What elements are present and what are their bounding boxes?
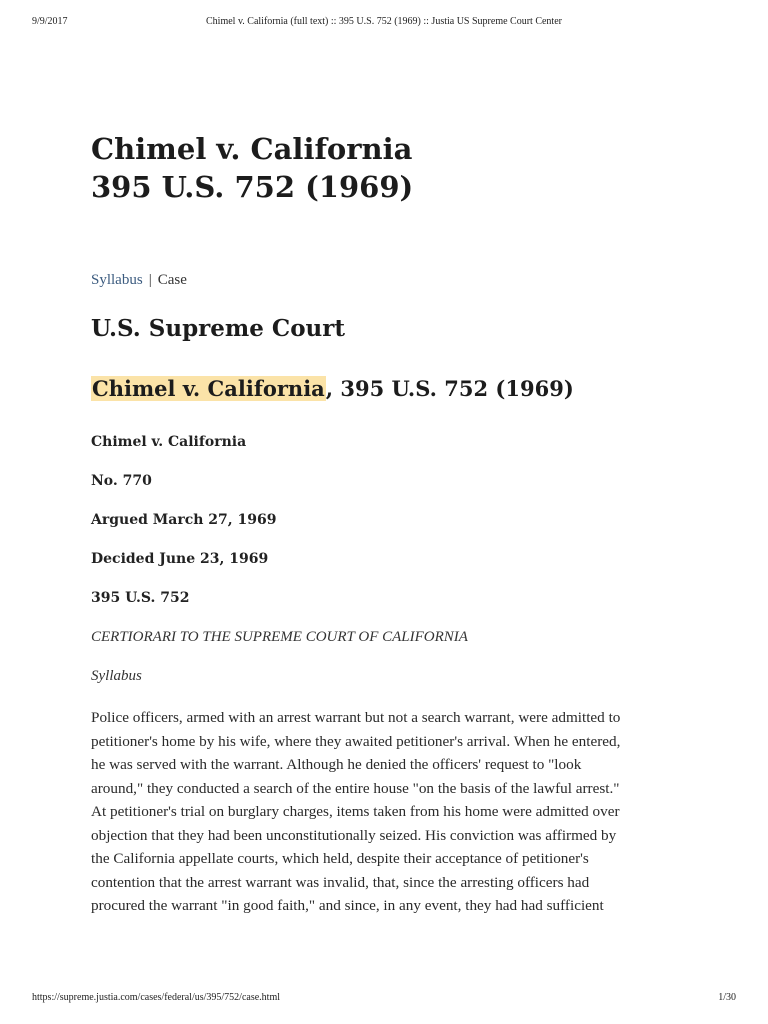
tab-syllabus[interactable]: Syllabus: [91, 272, 143, 288]
tab-separator: |: [148, 272, 152, 288]
tab-case[interactable]: Case: [157, 272, 187, 288]
citation: 395 U.S. 752: [91, 590, 190, 606]
certiorari-line: CERTIORARI TO THE SUPREME COURT OF CALIFORNIA: [91, 629, 468, 645]
syllabus-line: At petitioner's trial on burglary charges, items taken from his home were admitted over: [91, 803, 620, 820]
print-page-title: Chimel v. California (full text) :: 395 U.S. 752 (1969) :: Justia US Supreme Court Center: [206, 16, 562, 27]
syllabus-line: the California appellate courts, which held, despite their acceptance of petitioner's: [91, 850, 589, 867]
argued-date: Argued March 27, 1969: [91, 512, 277, 528]
title-citation: 395 U.S. 752 (1969): [91, 170, 414, 204]
syllabus-line: he was served with the warrant. Although he denied the officers' request to "look: [91, 756, 582, 773]
print-date: 9/9/2017: [32, 16, 68, 27]
case-heading: [91, 376, 574, 401]
syllabus-line: procured the warrant "in good faith," and since, in any event, they had had sufficient: [91, 897, 604, 914]
docket-number: No. 770: [91, 473, 152, 489]
syllabus-line: Police officers, armed with an arrest warrant but not a search warrant, were admitted to: [91, 709, 621, 726]
case-heading-citation: , 395 U.S. 752 (1969): [325, 376, 574, 401]
title-case-name: Chimel v. California: [91, 132, 413, 166]
syllabus-line: petitioner's home by his wife, where they awaited petitioner's arrival. When he entered,: [91, 732, 621, 750]
decided-date: Decided June 23, 1969: [91, 551, 269, 567]
syllabus-line: around," they conducted a search of the entire house "on the basis of the lawful arrest.": [91, 779, 620, 797]
page-title: [91, 130, 691, 206]
print-url: https://supreme.justia.com/cases/federal/us/395/752/case.html: [32, 992, 280, 1003]
case-name: Chimel v. California: [91, 434, 247, 450]
syllabus-line: contention that the arrest warrant was invalid, that, since the arresting officers had: [91, 873, 590, 891]
highlighted-case-name: Chimel v. California: [92, 376, 325, 401]
syllabus-paragraph: [91, 706, 681, 918]
syllabus-heading: Syllabus: [91, 668, 142, 684]
case-tabs: [91, 272, 187, 289]
syllabus-line: objection that they had been unconstitutionally seized. His conviction was affirmed by: [91, 826, 617, 844]
document-content: [91, 130, 691, 914]
page-number: 1/30: [718, 992, 736, 1003]
court-heading: U.S. Supreme Court: [91, 315, 346, 342]
